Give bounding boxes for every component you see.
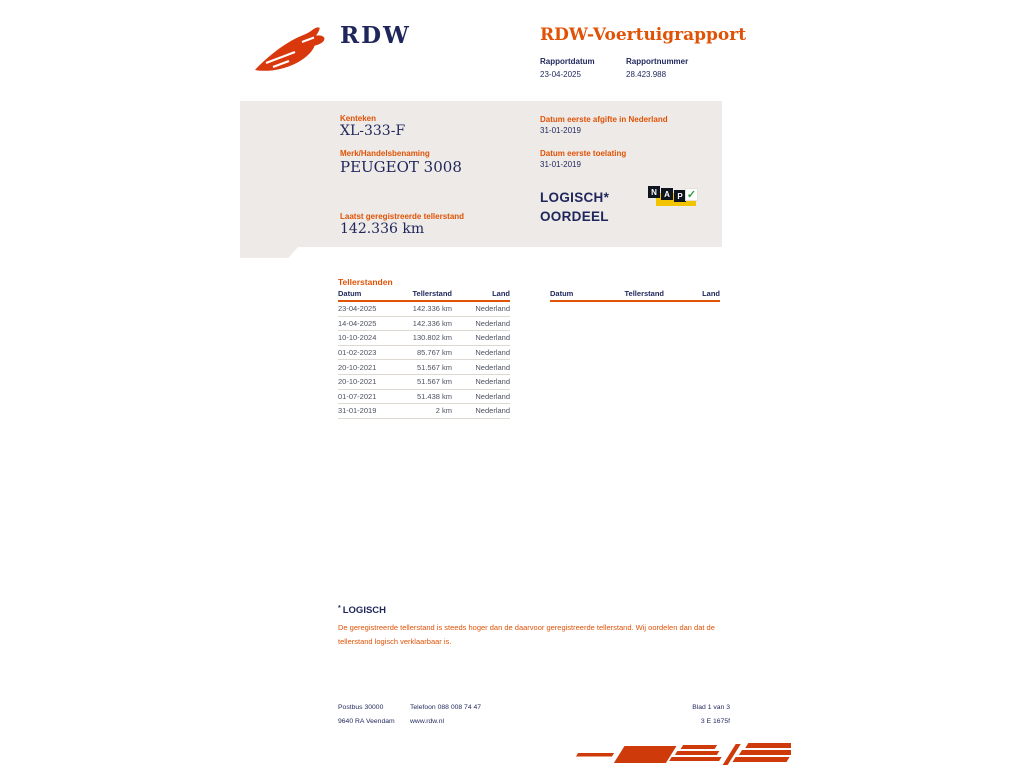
page-title: RDW-Voertuigrapport [540, 25, 747, 45]
table-row [338, 390, 510, 405]
table-cell-datum: 14-04-2025 [338, 318, 377, 328]
footer-address-line1: Postbus 30000 [338, 704, 384, 711]
nap-letter-n: N [648, 186, 660, 198]
brand-text: RDW [340, 22, 411, 49]
footnote-text: De geregistreerde tellerstand is steeds hoger dan de daarvoor geregistreerde tellerstand. Wij oordelen dan dat de tellerstand logisch verklaarbaar is. [338, 623, 715, 646]
rapportdatum-value: 23-04-2025 [540, 70, 581, 79]
footnote-title [338, 605, 386, 616]
table-row [338, 404, 510, 419]
kenteken-label: Kenteken [340, 114, 377, 123]
table-header-datum: Datum [550, 289, 574, 298]
table-header-row [550, 290, 720, 302]
kenteken-value: XL-333-F [340, 123, 406, 139]
rapportnummer-value: 28.423.988 [626, 70, 667, 79]
afgifte-value: 31-01-2019 [540, 126, 581, 135]
table-header-row [338, 290, 510, 302]
panel-corner-tab [240, 247, 298, 258]
footnote-title-text: LOGISCH [342, 605, 387, 616]
table-cell-datum: 23-04-2025 [338, 304, 377, 314]
toelating-value: 31-01-2019 [540, 160, 581, 169]
table-cell-land: Nederland [475, 377, 510, 387]
table-row [338, 346, 510, 361]
nap-letter-a: A [661, 188, 673, 200]
merk-label: Merk/Handelsbenaming [340, 149, 430, 158]
nap-letter-p: P [674, 190, 686, 202]
rdw-bird-logo-icon [254, 27, 334, 73]
table-header-land: Land [492, 289, 510, 298]
table-cell-datum: 01-07-2021 [338, 391, 377, 401]
report-meta [540, 57, 688, 79]
table-cell-tellerstand: 51.567 km [416, 362, 452, 372]
footer-address [338, 701, 395, 729]
table-cell-datum: 31-01-2019 [338, 406, 377, 416]
tellerstanden-table-body [338, 302, 510, 419]
table-cell-land: Nederland [475, 333, 510, 343]
footer-doc-code: 3 E 1675f [700, 718, 730, 725]
table-row [338, 302, 510, 317]
table-cell-tellerstand: 2 km [435, 406, 452, 416]
table-cell-tellerstand: 142.336 km [412, 304, 452, 314]
table-header-datum: Datum [338, 289, 362, 298]
table-header-tellerstand: Tellerstand [624, 289, 664, 298]
table-cell-land: Nederland [475, 304, 510, 314]
table-header-land: Land [702, 289, 720, 298]
table-row [338, 317, 510, 332]
table-cell-datum: 01-02-2023 [338, 348, 377, 358]
footer-page-info [620, 701, 730, 729]
table-row [338, 360, 510, 375]
table-cell-tellerstand: 130.802 km [412, 333, 452, 343]
table-header-tellerstand: Tellerstand [412, 289, 452, 298]
table-cell-land: Nederland [475, 348, 510, 358]
decorative-stripes-graphic [543, 742, 791, 768]
toelating-label: Datum eerste toelating [540, 149, 627, 158]
tellerstanden-table [338, 290, 510, 419]
table-cell-datum: 10-10-2024 [338, 333, 377, 343]
table-row [338, 375, 510, 390]
footer-phone: Telefoon 088 008 74 47 [410, 704, 482, 711]
table-cell-tellerstand: 51.567 km [416, 377, 452, 387]
table-cell-land: Nederland [475, 318, 510, 328]
tellerstanden-table-secondary [550, 290, 720, 302]
footer-address-line2: 9640 RA Veendam [338, 718, 395, 725]
oordeel-text: LOGISCH* OORDEEL [540, 190, 610, 224]
table-cell-land: Nederland [475, 391, 510, 401]
table-cell-datum: 20-10-2021 [338, 362, 377, 372]
table-cell-tellerstand: 85.767 km [416, 348, 452, 358]
afgifte-label: Datum eerste afgifte in Nederland [540, 115, 668, 124]
tellerstand-value: 142.336 km [340, 221, 425, 237]
table-cell-land: Nederland [475, 406, 510, 416]
footnote-marker: * [338, 605, 341, 612]
table-cell-tellerstand: 142.336 km [412, 318, 452, 328]
rapportnummer-label: Rapportnummer [626, 57, 689, 66]
tellerstand-label: Laatst geregistreerde tellerstand [340, 212, 465, 221]
merk-value: PEUGEOT 3008 [340, 158, 462, 176]
table-cell-land: Nederland [475, 362, 510, 372]
footer-contact [410, 701, 481, 729]
tellerstanden-section-title: Tellerstanden [338, 277, 393, 287]
table-cell-datum: 20-10-2021 [338, 377, 377, 387]
rapportdatum-label: Rapportdatum [540, 57, 595, 66]
table-cell-tellerstand: 51.438 km [416, 391, 452, 401]
table-row [338, 331, 510, 346]
footer-website-link[interactable]: www.rdw.nl [410, 718, 444, 725]
nap-logo-icon [648, 185, 698, 209]
nap-checkmark-icon: ✓ [686, 189, 697, 201]
footer-page-number: Blad 1 van 3 [692, 704, 730, 711]
